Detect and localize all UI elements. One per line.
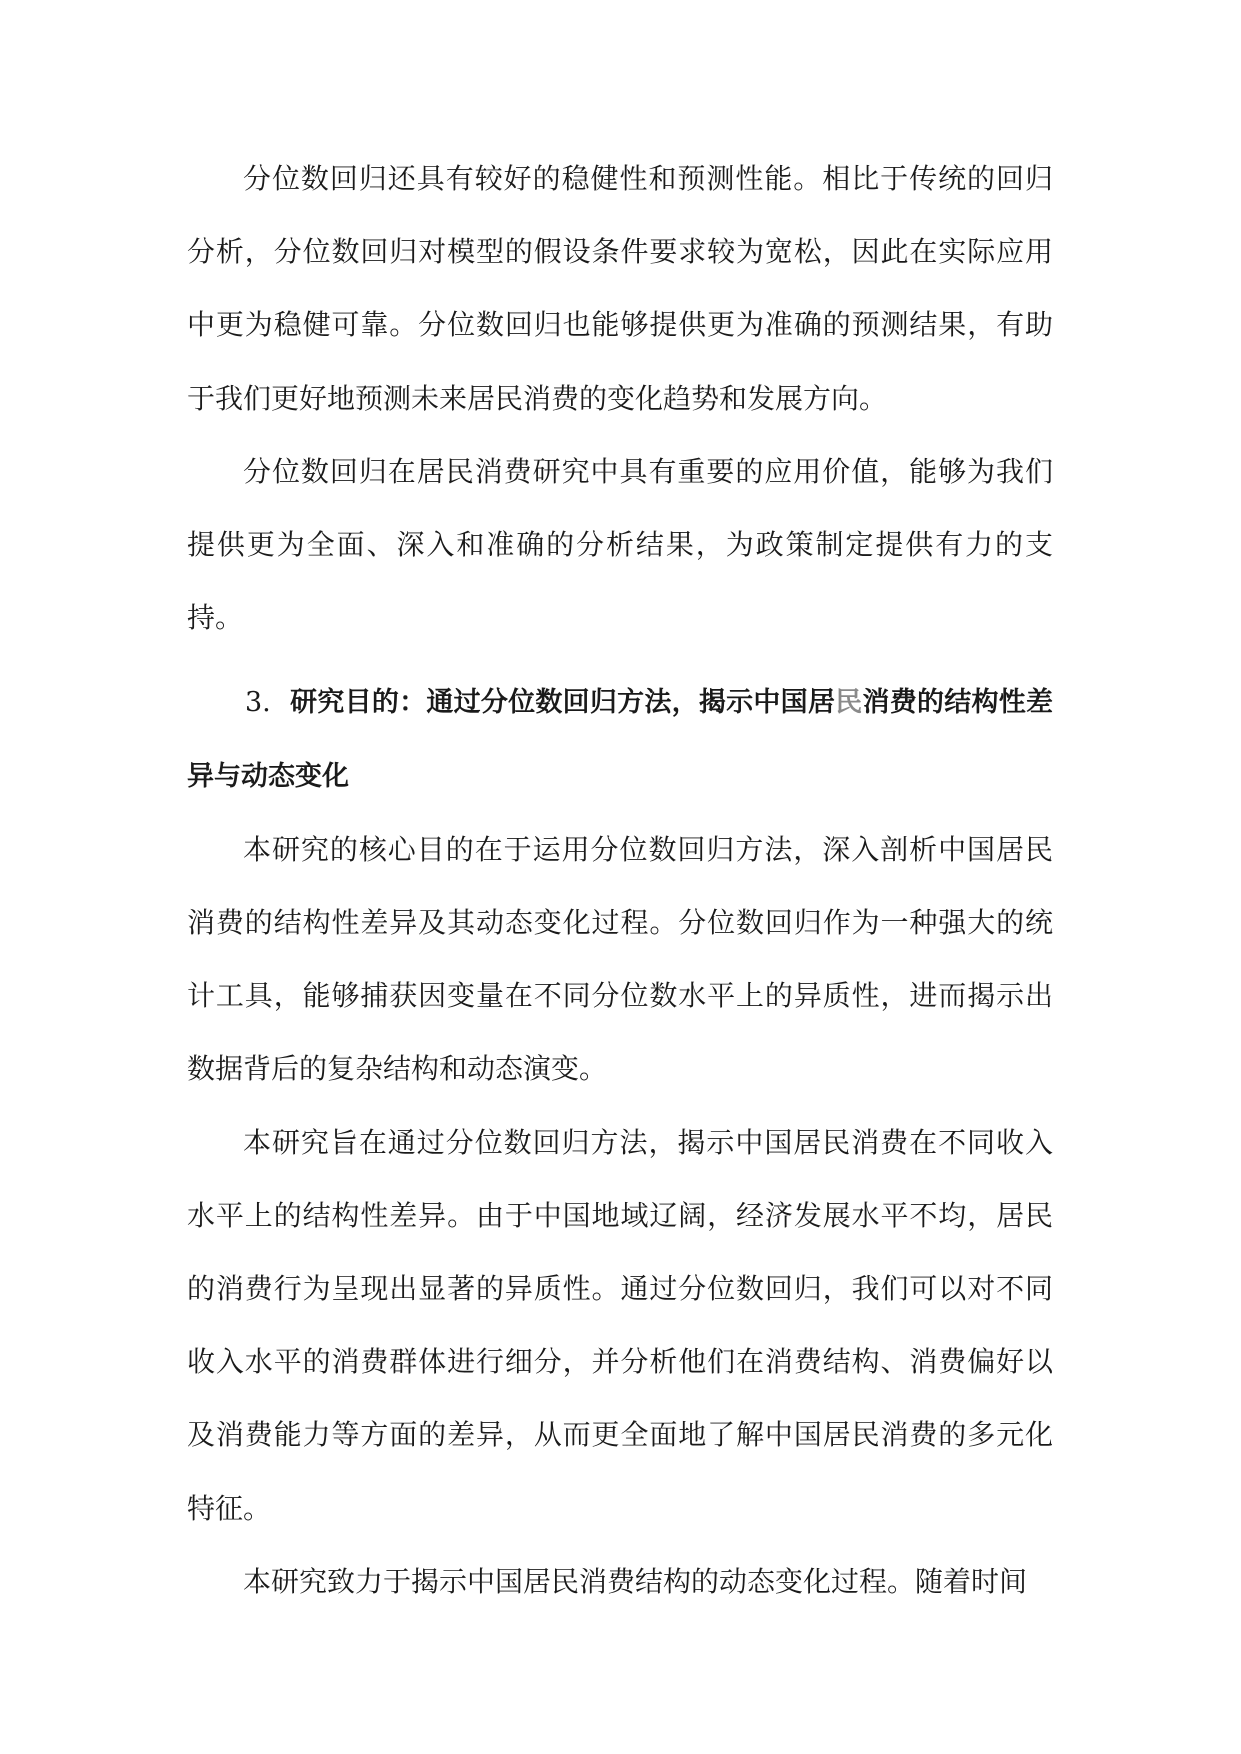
paragraph-income-differences: 本研究旨在通过分位数回归方法，揭示中国居民消费在不同收入水平上的结构性差异。由于中国地域辽阔，经济发展水平不均，居民的消费行为呈现出显著的异质性。通过分位数回归，我们可以对不同收入水平的消费群体进行细分，并分析他们在消费结构、消费偏好以及消费能力等方面的差异，从而更全面地了解中国居民消费的多元化特征。 <box>187 1125 1053 1525</box>
document-body <box>187 142 1053 1618</box>
section-title-faded-char: 民 <box>835 687 863 719</box>
section-title-part1: 研究目的：通过分位数回归方法，揭示中国居 <box>290 687 836 719</box>
section-title-part2: 消费的结构性差异与动态变化 <box>187 687 1054 792</box>
section-number: 3. <box>245 687 271 719</box>
paragraph-robustness: 分位数回归还具有较好的稳健性和预测性能。相比于传统的回归分析，分位数回归对模型的假设条件要求较为宽松，因此在实际应用中更为稳健可靠。分位数回归也能够提供更为准确的预测结果，有助于我们更好地预测未来居民消费的变化趋势和发展方向。 <box>187 162 1053 415</box>
section-heading <box>187 666 1053 812</box>
paragraph-core-purpose: 本研究的核心目的在于运用分位数回归方法，深入剖析中国居民消费的结构性差异及其动态变化过程。分位数回归作为一种强大的统计工具，能够捕获因变量在不同分位数水平上的异质性，进而揭示出数据背后的复杂结构和动态演变。 <box>187 832 1053 1086</box>
paragraph-application-value: 分位数回归在居民消费研究中具有重要的应用价值，能够为我们提供更为全面、深入和准确的分析结果，为政策制定提供有力的支持。 <box>187 454 1053 635</box>
paragraph-dynamic-change: 本研究致力于揭示中国居民消费结构的动态变化过程。随着时间 <box>243 1564 1028 1598</box>
